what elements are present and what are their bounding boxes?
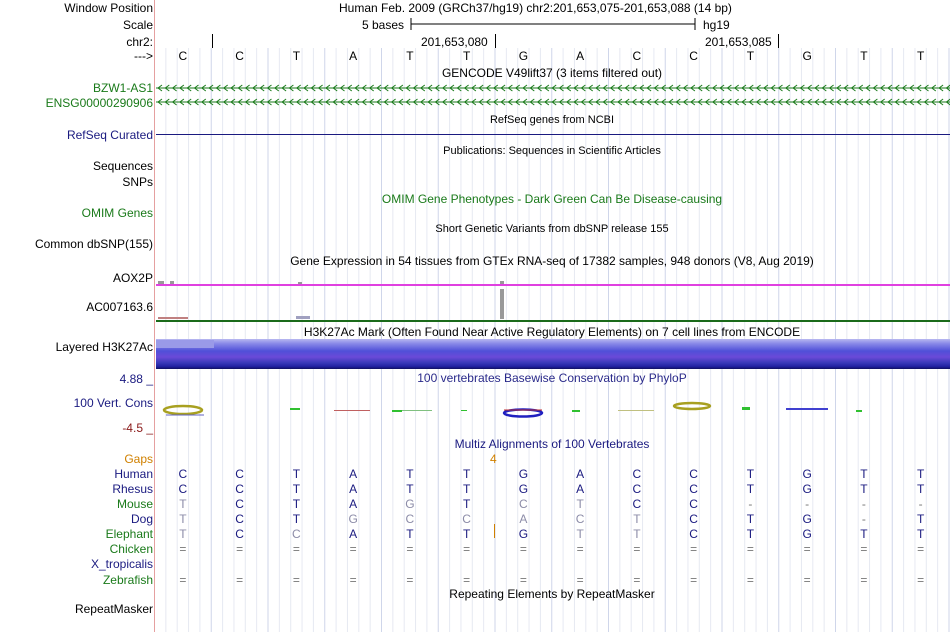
refseq-gene-feature[interactable] — [156, 134, 950, 135]
multiz-base: = — [292, 573, 300, 587]
sequence-base: T — [916, 49, 925, 63]
multiz-base: T — [292, 467, 301, 481]
multiz-base: T — [292, 512, 301, 526]
conservation-glyphs[interactable] — [156, 398, 950, 422]
gencode-track-title: GENCODE V49lift37 (3 items filtered out) — [441, 66, 663, 80]
multiz-base: C — [632, 467, 642, 481]
multiz-base: G — [518, 527, 529, 541]
assembly-position-text: Human Feb. 2009 (GRCh37/hg19) chr2:201,653,075-201,653,088 (14 bp) — [339, 1, 732, 15]
omim-track-label[interactable]: OMIM Genes — [81, 206, 153, 220]
multiz-base: C — [235, 512, 244, 526]
multiz-base: = — [746, 573, 754, 587]
gtex-track-title: Gene Expression in 54 tissues from GTEx RNA-seq of 17382 samples, 948 donors (V8, Aug 2019) — [290, 254, 814, 268]
multiz-base: T — [916, 527, 925, 541]
multiz-base: = — [463, 573, 471, 587]
multiz-base: T — [462, 482, 471, 496]
multiz-base: C — [462, 512, 471, 526]
multiz-base: = — [576, 542, 584, 556]
multiz-species-label[interactable]: Mouse — [116, 497, 153, 511]
multiz-base: G — [802, 512, 812, 526]
multiz-base: A — [349, 527, 358, 541]
multiz-gaps-label[interactable]: Gaps — [124, 452, 153, 466]
gtex-expression-bar — [500, 289, 504, 319]
refseq-track-label[interactable]: RefSeq Curated — [66, 128, 153, 142]
multiz-base: C — [235, 467, 244, 481]
multiz-track-title: Multiz Alignments of 100 Vertebrates — [454, 437, 650, 451]
sequence-base: T — [462, 49, 471, 63]
multiz-base: - — [748, 497, 753, 511]
sequence-base: C — [178, 49, 188, 63]
multiz-base: C — [689, 527, 698, 541]
multiz-species-label[interactable]: Rhesus — [112, 482, 153, 496]
multiz-species-label[interactable]: Zebrafish — [102, 573, 153, 587]
multiz-base: T — [292, 482, 301, 496]
multiz-base: C — [235, 527, 244, 541]
scale-bar-text: 5 bases — [362, 18, 405, 32]
sequence-base: C — [235, 49, 244, 63]
multiz-base: T — [860, 467, 868, 481]
multiz-base: T — [179, 527, 187, 541]
conservation-max-label: 4.88 _ — [119, 372, 153, 386]
multiz-base: G — [348, 512, 358, 526]
multiz-base: T — [860, 527, 868, 541]
ruler-tick — [778, 34, 779, 48]
multiz-base: = — [576, 573, 584, 587]
gene-label-bzw1-as1[interactable]: BZW1-AS1 — [92, 81, 153, 95]
multiz-base: = — [236, 573, 244, 587]
multiz-gap-count: 4 — [490, 452, 497, 466]
multiz-base: = — [917, 573, 925, 587]
multiz-base: = — [860, 542, 868, 556]
sequence-base: T — [406, 49, 414, 63]
multiz-base: = — [236, 542, 244, 556]
multiz-base: = — [179, 542, 187, 556]
multiz-base: - — [918, 497, 923, 511]
window-position-label: Window Position — [64, 1, 153, 15]
multiz-base: - — [861, 497, 866, 511]
multiz-species-label[interactable]: X_tropicalis — [90, 557, 153, 571]
multiz-base: C — [405, 512, 415, 526]
multiz-species-label[interactable]: Chicken — [109, 542, 153, 556]
ruler-tick — [495, 34, 496, 48]
multiz-base: A — [349, 482, 358, 496]
strand-arrow-label: ---> — [134, 49, 153, 63]
multiz-species-label[interactable]: Human — [114, 467, 153, 481]
multiz-base: T — [746, 482, 755, 496]
scale-bar — [408, 17, 698, 31]
dbsnp-track-label[interactable]: Common dbSNP(155) — [34, 237, 153, 251]
multiz-base: G — [802, 482, 812, 496]
multiz-base: = — [690, 542, 698, 556]
multiz-base: T — [462, 497, 471, 511]
multiz-base: G — [518, 482, 529, 496]
gtex-expression-mark — [158, 281, 164, 284]
sequence-base: C — [689, 49, 698, 63]
multiz-base: = — [349, 542, 357, 556]
multiz-base: C — [689, 512, 698, 526]
multiz-base: C — [575, 512, 585, 526]
multiz-base: G — [405, 497, 415, 511]
multiz-base: - — [805, 497, 810, 511]
sequence-base: T — [746, 49, 755, 63]
gtex-gene-label-aox2p[interactable]: AOX2P — [112, 271, 153, 285]
multiz-base: = — [179, 573, 187, 587]
gtex-expression-mark — [296, 316, 310, 319]
gtex-expression-mark — [170, 281, 174, 284]
multiz-base: T — [860, 482, 868, 496]
multiz-base: = — [406, 542, 414, 556]
multiz-base: T — [179, 497, 187, 511]
multiz-base: T — [406, 482, 414, 496]
sequence-base: T — [292, 49, 301, 63]
omim-track-title: OMIM Gene Phenotypes - Dark Green Can Be Disease-causing — [381, 192, 723, 206]
multiz-base: = — [633, 573, 641, 587]
chrom-label: chr2: — [126, 35, 153, 49]
gtex-expression-mark — [298, 282, 302, 284]
multiz-base: T — [292, 497, 301, 511]
multiz-base: C — [689, 482, 698, 496]
publications-sequences-label[interactable]: Sequences — [92, 159, 153, 173]
repeatmasker-track-title: Repeating Elements by RepeatMasker — [449, 587, 655, 601]
multiz-base: C — [519, 497, 528, 511]
multiz-base: T — [179, 512, 187, 526]
multiz-base: T — [916, 512, 925, 526]
publications-track-title: Publications: Sequences in Scientific Articles — [443, 145, 661, 157]
multiz-species-label[interactable]: Dog — [130, 512, 153, 526]
dbsnp-track-title: Short Genetic Variants from dbSNP release 155 — [435, 223, 669, 235]
multiz-insertion-mark — [494, 524, 495, 538]
multiz-base: = — [917, 542, 925, 556]
multiz-base: C — [632, 497, 642, 511]
multiz-base: = — [519, 542, 527, 556]
multiz-base: = — [803, 573, 811, 587]
multiz-base: T — [916, 482, 925, 496]
h3k27ac-signal[interactable] — [156, 339, 950, 369]
h3k27ac-track-label[interactable]: Layered H3K27Ac — [55, 340, 153, 354]
multiz-base: A — [519, 512, 528, 526]
multiz-base: = — [463, 542, 471, 556]
multiz-base: = — [746, 542, 754, 556]
multiz-base: A — [576, 482, 585, 496]
gtex-expression-mark — [500, 281, 504, 284]
multiz-base: A — [576, 467, 585, 481]
multiz-base: = — [406, 573, 414, 587]
multiz-base: T — [746, 527, 755, 541]
multiz-base: T — [916, 467, 925, 481]
multiz-base: T — [746, 467, 755, 481]
gencode-gene-features[interactable] — [156, 82, 950, 108]
scale-assembly-text: hg19 — [703, 18, 730, 32]
multiz-species-label[interactable]: Elephant — [105, 527, 153, 541]
multiz-base: G — [802, 527, 812, 541]
ruler-tick — [212, 34, 213, 48]
conservation-min-label: -4.5 _ — [122, 421, 153, 435]
multiz-base: A — [349, 497, 358, 511]
sequence-base: C — [632, 49, 642, 63]
sequence-base: A — [349, 49, 358, 63]
multiz-base: = — [519, 573, 527, 587]
multiz-base: - — [861, 512, 866, 526]
conservation-track-label[interactable]: 100 Vert. Cons — [73, 396, 153, 410]
multiz-base: T — [633, 527, 641, 541]
repeatmasker-track-label[interactable]: RepeatMasker — [74, 602, 153, 616]
multiz-base: = — [349, 573, 357, 587]
gene-label-ensg00000290906[interactable]: ENSG00000290906 — [45, 96, 153, 110]
publications-snps-label[interactable]: SNPs — [122, 175, 153, 189]
multiz-base: C — [689, 467, 698, 481]
multiz-base: T — [633, 512, 641, 526]
multiz-base: T — [406, 467, 414, 481]
multiz-base: C — [689, 497, 698, 511]
sequence-base: T — [860, 49, 868, 63]
multiz-base: C — [292, 527, 301, 541]
sequence-base: A — [576, 49, 585, 63]
conservation-track-title: 100 vertebrates Basewise Conservation by PhyloP — [417, 371, 687, 385]
multiz-base: = — [860, 573, 868, 587]
refseq-track-title: RefSeq genes from NCBI — [489, 114, 615, 126]
gtex-aox2p-bar[interactable] — [156, 284, 950, 286]
multiz-base: T — [406, 527, 414, 541]
sequence-base: G — [802, 49, 812, 63]
multiz-base: C — [178, 467, 188, 481]
multiz-base: G — [802, 467, 812, 481]
h3k27ac-signal-peak — [156, 340, 214, 348]
multiz-base: C — [235, 497, 244, 511]
sequence-base: G — [518, 49, 529, 63]
gtex-ac007163-bar[interactable] — [156, 320, 950, 322]
multiz-base: T — [462, 467, 471, 481]
multiz-base: = — [803, 542, 811, 556]
scale-label: Scale — [122, 18, 153, 32]
multiz-base: T — [462, 527, 471, 541]
multiz-base: G — [518, 467, 529, 481]
ruler-coord-left: 201,653,080 — [421, 35, 488, 49]
h3k27ac-track-title: H3K27Ac Mark (Often Found Near Active Regulatory Elements) on 7 cell lines from ENCODE — [303, 325, 801, 339]
multiz-base: T — [746, 512, 755, 526]
multiz-base: C — [178, 482, 188, 496]
multiz-base: C — [632, 482, 642, 496]
multiz-base: = — [292, 542, 300, 556]
multiz-base: C — [235, 482, 244, 496]
ruler-coord-right: 201,653,085 — [705, 35, 772, 49]
multiz-base: T — [576, 497, 584, 511]
multiz-base: T — [576, 527, 584, 541]
multiz-base: = — [690, 573, 698, 587]
gtex-gene-label-ac007163-6[interactable]: AC007163.6 — [86, 300, 153, 314]
gtex-expression-mark — [158, 317, 188, 319]
label-separator — [154, 0, 155, 632]
multiz-base: = — [633, 542, 641, 556]
multiz-base: A — [349, 467, 358, 481]
